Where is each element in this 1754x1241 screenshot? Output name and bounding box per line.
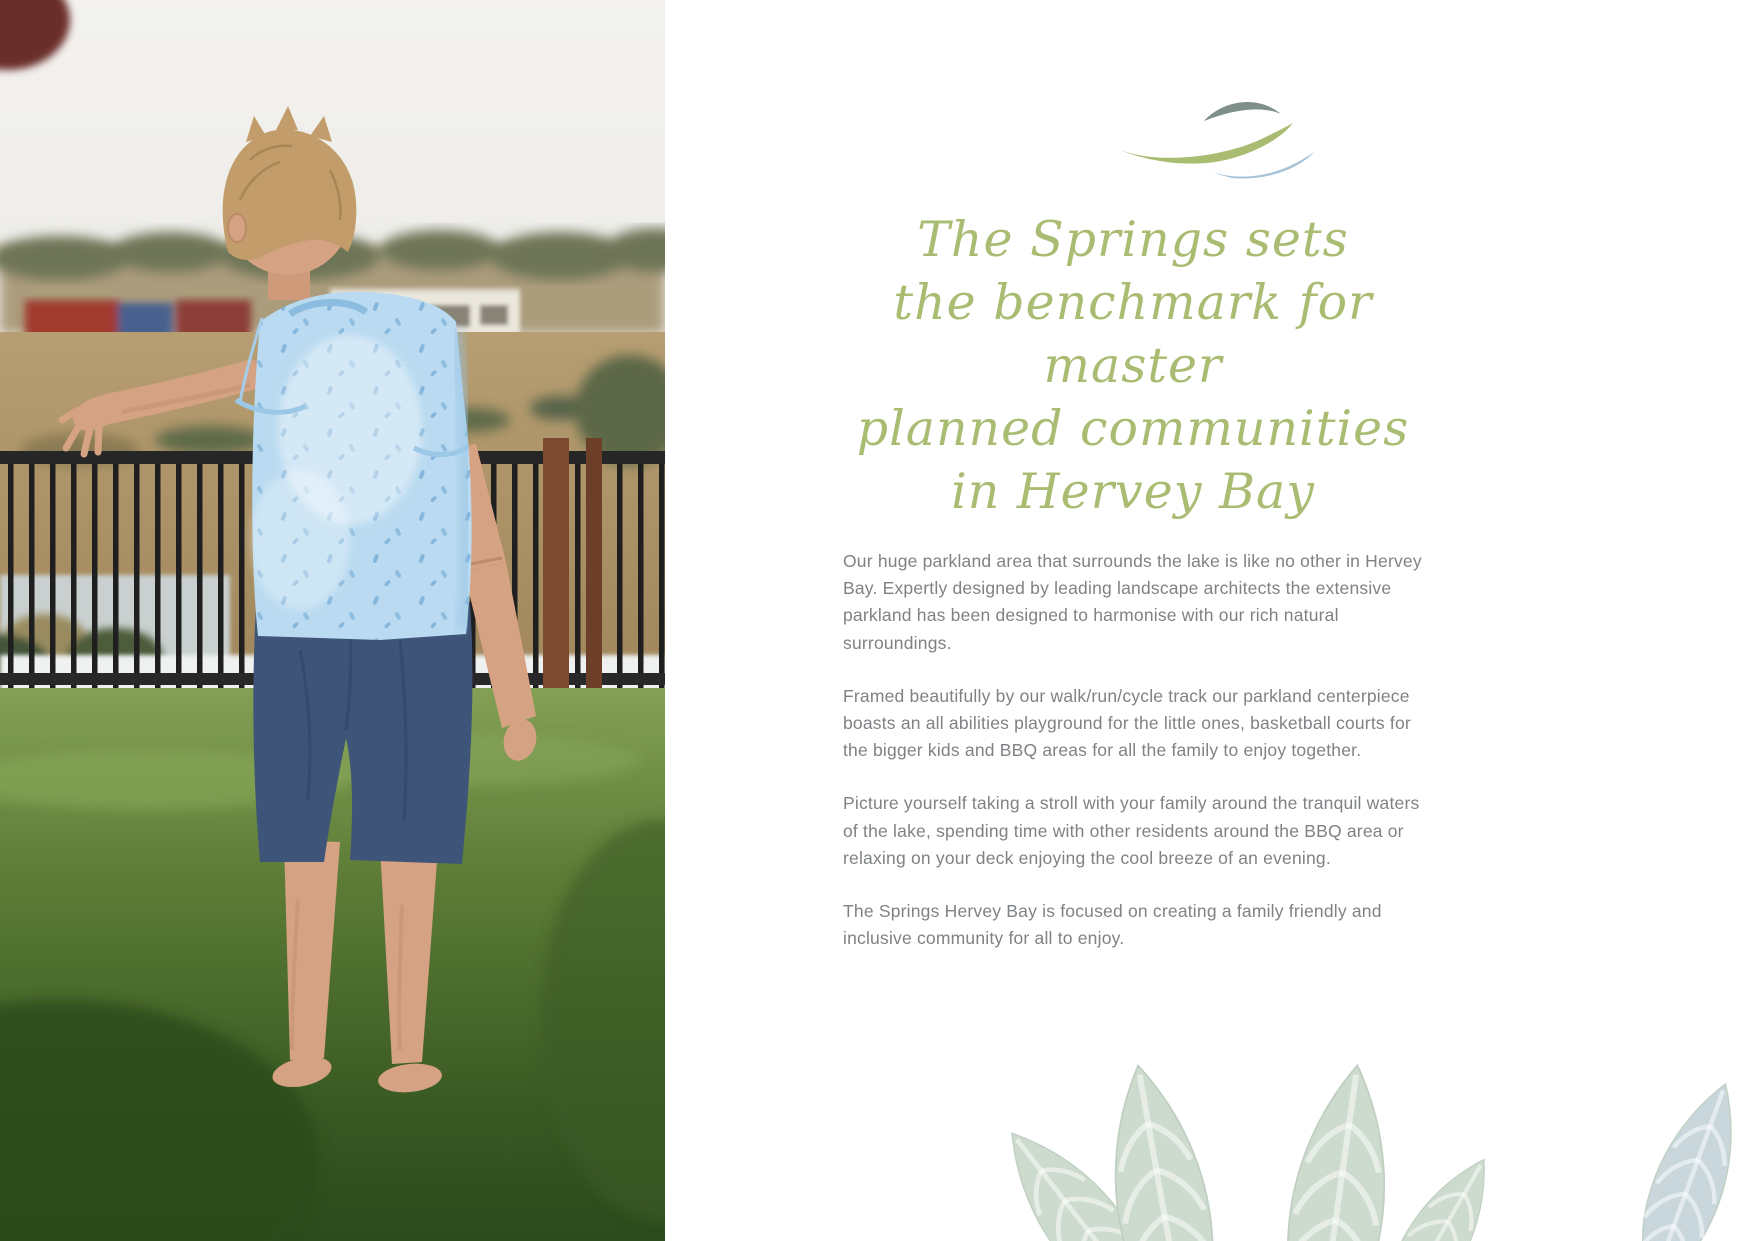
heading-line-3: planned communities: [856, 400, 1410, 457]
paragraph-parkland: Our huge parkland area that surrounds the lake is like no other in Hervey Bay. Expertly designed by leading landscape architects the extensive parkland has been designed to harmonise with our rich natural surroundings.: [843, 551, 1422, 653]
boy-shirt: [236, 292, 472, 640]
fence-post: [586, 438, 602, 700]
paragraph-stroll: Picture yourself taking a stroll with your family around the tranquil waters of the lake, spending time with other residents around the BBQ area or relaxing on your deck enjoying the cool breeze of an evening.: [843, 793, 1420, 868]
photo-illustration: [0, 0, 665, 1241]
fence-post: [543, 438, 569, 700]
paragraph-community: The Springs Hervey Bay is focused on creating a family friendly and inclusive community for all to enjoy.: [843, 901, 1382, 949]
wave-middle-icon: [1120, 123, 1293, 164]
wave-top-icon: [1204, 102, 1281, 121]
leaf-corner-blue: [1624, 1072, 1754, 1241]
paragraph-track: Framed beautifully by our walk/run/cycle track our parkland centerpiece boasts an all abilities playground for the little ones, basketball courts for the bigger kids and BBQ areas for all the family to enjoy together.: [843, 685, 1411, 761]
body-copy: [843, 548, 1427, 978]
heading-line-1: The Springs sets: [917, 211, 1349, 268]
springs-logo: [1112, 88, 1322, 183]
boy-ear: [228, 214, 246, 242]
heading-line-4: in Hervey Bay: [951, 463, 1315, 520]
page-title: [835, 208, 1431, 523]
leaf-center-right: [1274, 1059, 1403, 1241]
photo-boy-on-lawn: [0, 0, 665, 1241]
boy-shorts: [253, 602, 472, 864]
leaf-decoration: [924, 1013, 1754, 1241]
content-panel: [665, 0, 1754, 1241]
springs-waves-icon: [1112, 88, 1322, 183]
leaf-right: [1367, 1144, 1510, 1241]
heading-line-2: the benchmark for master: [893, 274, 1373, 394]
